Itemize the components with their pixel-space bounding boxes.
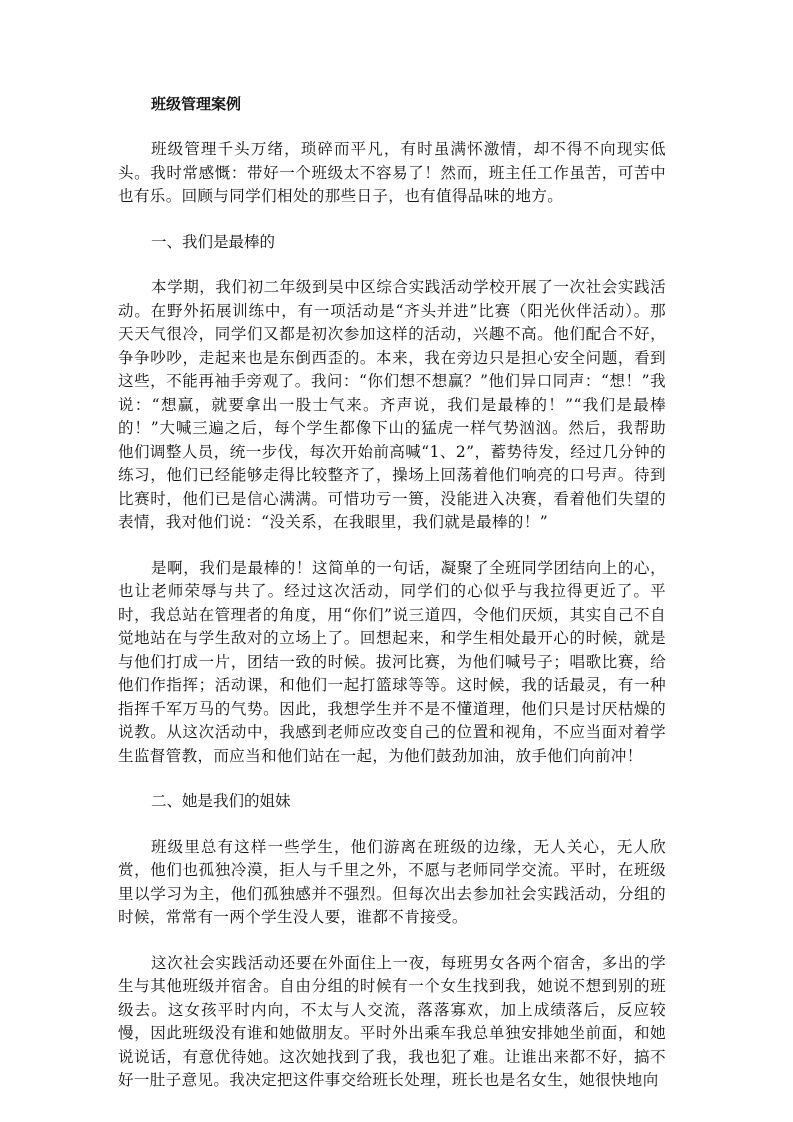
document-body	[118, 92, 666, 1115]
section-2-paragraph-1: 班级里总有这样一些学生，他们游离在班级的边缘，无人关心，无人欣赏，他们也孤独冷漠，拒人与千里之外，不愿与老师同学交流。平时，在班级里以学习为主，他们孤独感并不强烈。但每次出去参加社会实践活动，分组的时候，常常有一两个学生没人要，谁都不肯接受。	[118, 837, 666, 926]
section-2-heading: 二、她是我们的姐妹	[151, 792, 291, 810]
section-2-paragraph-2: 这次社会实践活动还要在外面住上一夜，每班男女各两个宿舍，多出的学生与其他班级并宿舍。自由分组的时候有一个女生找到我，她说不想到别的班级去。这女孩平时内向，不太与人交流，落落寡欢，加上成绩落后，反应较慢，因此班级没有谁和她做朋友。平时外出乘车我总单独安排她坐前面，和她说说话，有意优待她。这次她找到了我，我也犯了难。让谁出来都不好，搞不好一肚子意见。我决定把这件事交给班长处理，班长也是名女生，她很快地向	[118, 953, 666, 1089]
section-1-heading: 一、我们是最棒的	[151, 232, 276, 251]
document-title: 班级管理案例	[151, 95, 242, 113]
section-1-paragraph-2: 是啊，我们是最棒的！这简单的一句话，凝聚了全班同学团结向上的心，也让老师荣辱与共了。经过这次活动，同学们的心似乎与我拉得更近了。平时，我总站在管理者的角度，用“你们”说三道四，令他们厌烦，其实自己不自觉地站在与学生敌对的立场上了。回想起来，和学生相处最开心的时候，就是与他们打成一片，团结一致的时候。拔河比赛，为他们喊号子；唱歌比赛，给他们作指挥；活动课，和他们一起打篮球等等。这时候，我的话最灵，有一种指挥千军万马的气势。因此，我想学生并不是不懂道理，他们只是讨厌枯燥的说教。从这次活动中，我感到老师应改变自己的位置和视角，不应当面对着学生监督管教，而应当和他们站在一起，为他们鼓劲加油，放手他们向前冲！	[118, 558, 666, 765]
section-1-paragraph-1: 本学期，我们初二年级到吴中区综合实践活动学校开展了一次社会实践活动。在野外拓展训练中，有一项活动是“齐头并进”比赛（阳光伙伴活动）。那天天气很冷，同学们又都是初次参加这样的活动，兴趣不高。他们配合不好，争争吵吵，走起来也是东倒西歪的。本来，我在旁边只是担心安全问题，看到这些，不能再袖手旁观了。我问：“你们想不想赢？”他们异口同声：“想！”我说：“想赢，就要拿出一股士气来。齐声说，我们是最棒的！”“我们是最棒的！”大喊三遍之后，每个学生都像下山的猛虎一样气势汹汹。然后，我帮助他们调整人员，统一步伐，每次开始前高喊“1、2”，蓄势待发，经过几分钟的练习，他们已经能够走得比较整齐了，操场上回荡着他们响亮的口号声。待到比赛时，他们已是信心满满。可惜功亏一篑，没能进入决赛，看着他们失望的表情，我对他们说：“没关系，在我眼里，我们就是最棒的！”	[118, 278, 666, 531]
intro-paragraph: 班级管理千头万绪，琐碎而平凡，有时虽满怀激情，却不得不向现实低头。我时常感慨：带好一个班级太不容易了！然而，班主任工作虽苦，可苦中也有乐。回顾与同学们相处的那些日子，也有值得品味的地方。	[118, 140, 666, 205]
